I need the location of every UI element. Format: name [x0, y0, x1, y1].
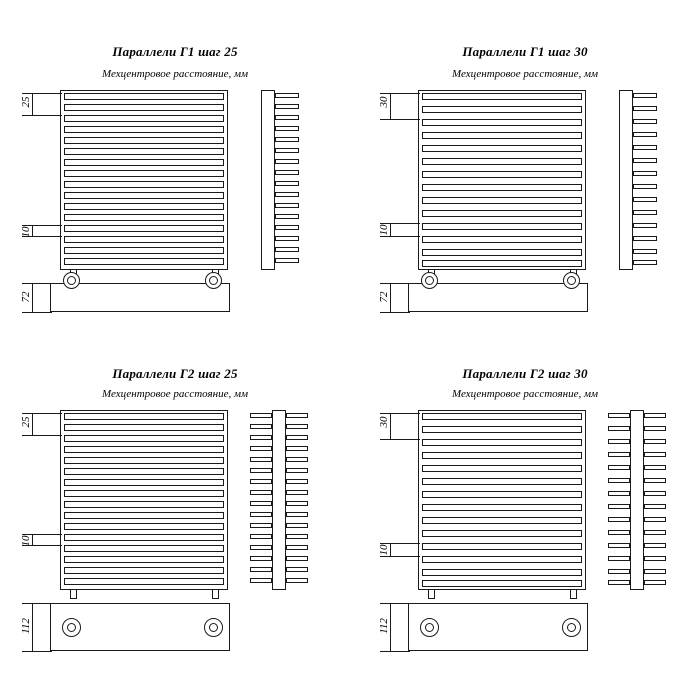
dimension-depth: 112 [20, 618, 32, 634]
front-view-body [418, 90, 586, 270]
dimension-fin-height: 10 [378, 544, 390, 556]
dimension-pitch: 25 [20, 416, 32, 428]
connector-right-inner [567, 276, 576, 285]
dimension-pitch: 25 [20, 96, 32, 108]
connector-right-inner [209, 276, 218, 285]
dimension-pitch: 30 [378, 96, 390, 108]
dimension-depth: 112 [378, 618, 390, 634]
panel-subtitle: Мехцентровое расстояние, мм [451, 68, 598, 80]
front-view-body [418, 410, 586, 590]
panel-title: Параллели Г1 шаг 25 [112, 44, 238, 59]
side-view-spine [261, 90, 275, 270]
connector-left-inner [425, 276, 434, 285]
dimension-fin-height: 10 [378, 224, 390, 236]
connector-left-inner [67, 276, 76, 285]
side-view-spine [630, 410, 644, 590]
side-view-spine [619, 90, 633, 270]
dimension-depth: 72 [378, 291, 390, 303]
connector-right-inner [209, 623, 218, 632]
panel-title: Параллели Г2 шаг 30 [462, 366, 588, 381]
plan-view-body [50, 283, 230, 312]
panel-g2-step25 [0, 350, 350, 700]
panel-g1-step30 [350, 0, 700, 350]
panel-g2-step30 [350, 350, 700, 700]
panel-title: Параллели Г2 шаг 25 [112, 366, 238, 381]
connector-right-inner [567, 623, 576, 632]
dimension-fin-height: 10 [20, 535, 32, 547]
panel-title: Параллели Г1 шаг 30 [462, 44, 588, 59]
dimension-fin-height: 10 [20, 226, 32, 238]
panel-subtitle: Мехцентровое расстояние, мм [101, 388, 248, 400]
connector-left-inner [67, 623, 76, 632]
panel-g1-step25 [0, 0, 350, 350]
panel-subtitle: Мехцентровое расстояние, мм [101, 68, 248, 80]
dimension-pitch: 30 [378, 416, 390, 428]
dimension-depth: 72 [20, 291, 32, 303]
side-view-spine [272, 410, 286, 590]
plan-view-body [408, 283, 588, 312]
connector-left-inner [425, 623, 434, 632]
panel-subtitle: Мехцентровое расстояние, мм [451, 388, 598, 400]
